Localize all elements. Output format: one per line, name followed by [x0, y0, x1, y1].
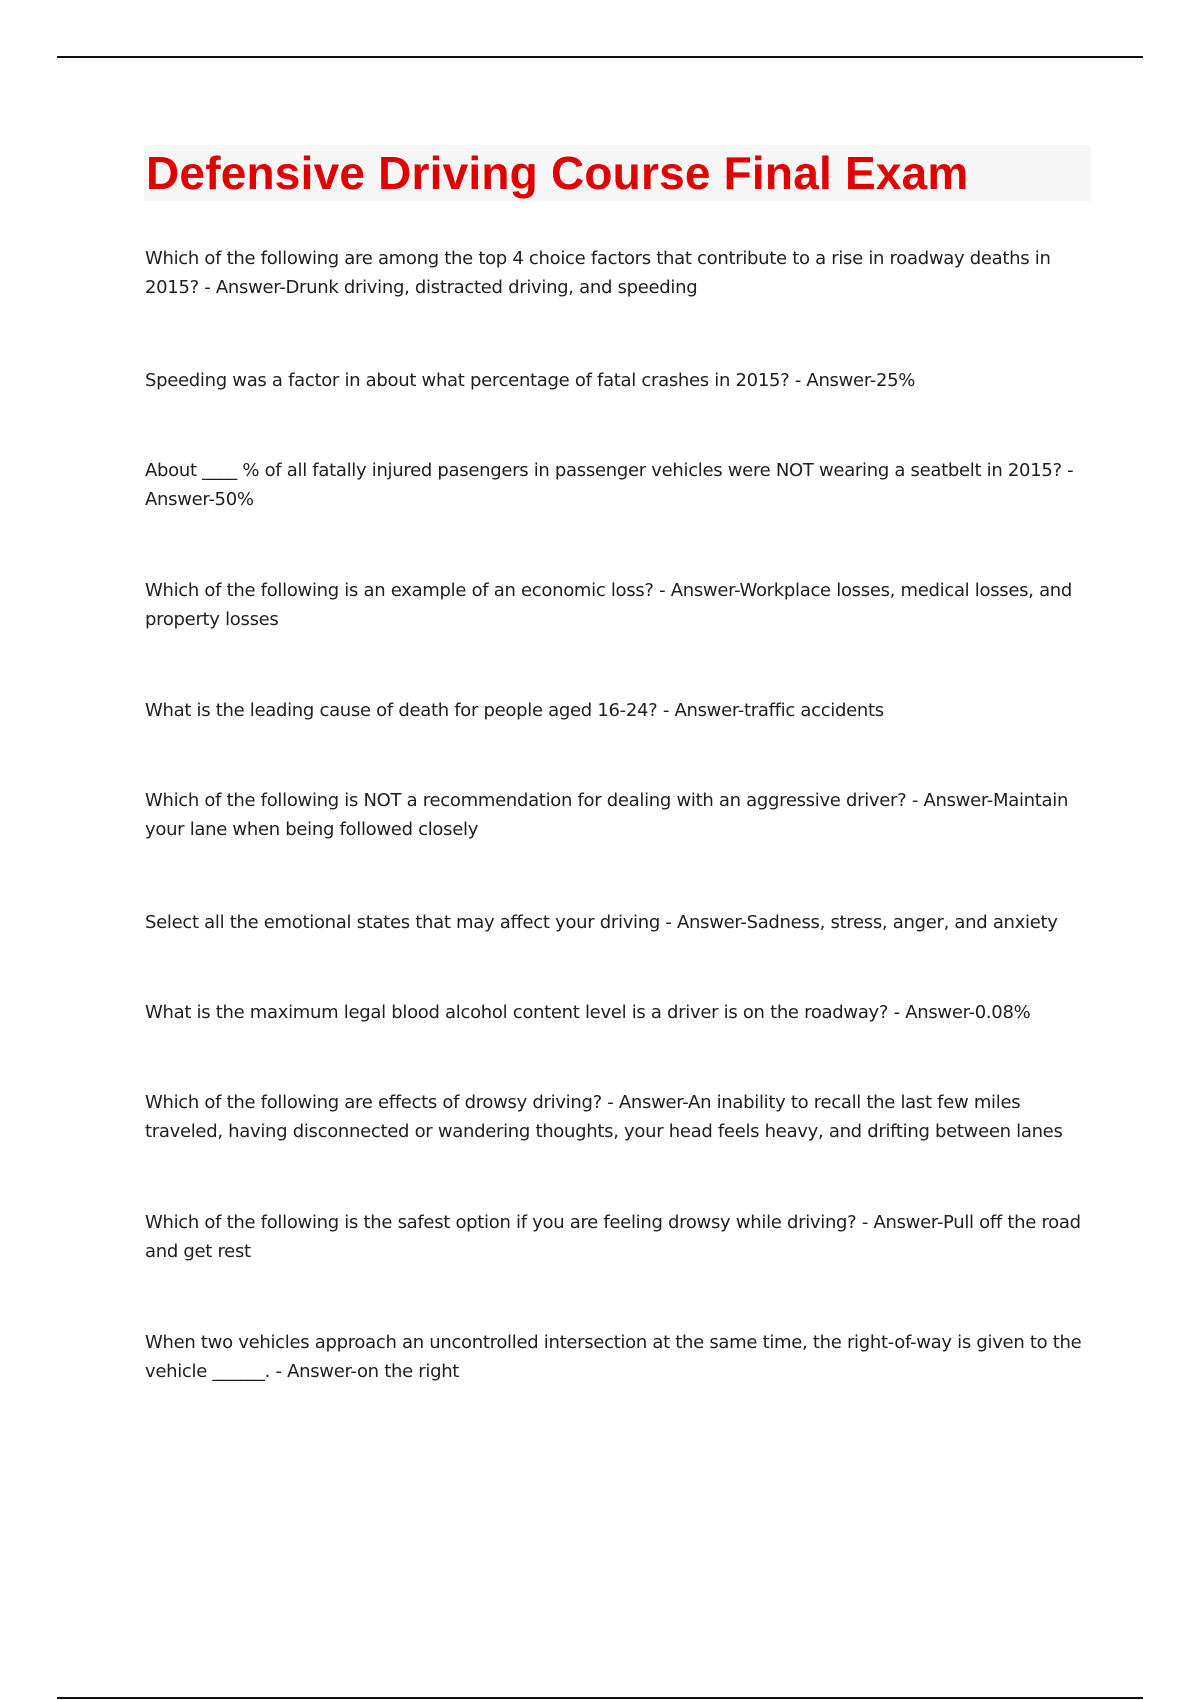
qa-item-6: Which of the following is NOT a recommendation for dealing with an aggressive driver? - Answer-Maintain your lane when being followed closely	[145, 790, 1069, 840]
qa-item-9: Which of the following are effects of drowsy driving? - Answer-An inability to recall the last few miles traveled, having disconnected or wandering thoughts, your head feels heavy, and drifting between lanes	[145, 1092, 1063, 1142]
top-rule	[57, 56, 1143, 58]
qa-item-4: Which of the following is an example of an economic loss? - Answer-Workplace losses, medical losses, and property losses	[145, 580, 1073, 630]
qa-item-1: Which of the following are among the top 4 choice factors that contribute to a rise in roadway deaths in 2015? - Answer-Drunk driving, distracted driving, and speeding	[145, 248, 1051, 298]
qa-item-5: What is the leading cause of death for people aged 16-24? - Answer-traffic accidents	[145, 700, 884, 721]
qa-item-8: What is the maximum legal blood alcohol content level is a driver is on the roadway? - Answer-0.08%	[145, 1002, 1031, 1023]
qa-item-10: Which of the following is the safest option if you are feeling drowsy while driving? - Answer-Pull off the road and get rest	[145, 1212, 1081, 1262]
page-title: Defensive Driving Course Final Exam	[146, 147, 969, 199]
qa-item-7: Select all the emotional states that may affect your driving - Answer-Sadness, stress, anger, and anxiety	[145, 912, 1058, 933]
qa-item-3: About ____ % of all fatally injured pasengers in passenger vehicles were NOT wearing a seatbelt in 2015? - Answer-50%	[145, 460, 1074, 510]
bottom-rule	[57, 1697, 1143, 1699]
qa-item-11: When two vehicles approach an uncontrolled intersection at the same time, the right-of-way is given to the vehicle ______. - Answer-on the right	[145, 1332, 1082, 1382]
qa-item-2: Speeding was a factor in about what percentage of fatal crashes in 2015? - Answer-25%	[145, 370, 916, 391]
